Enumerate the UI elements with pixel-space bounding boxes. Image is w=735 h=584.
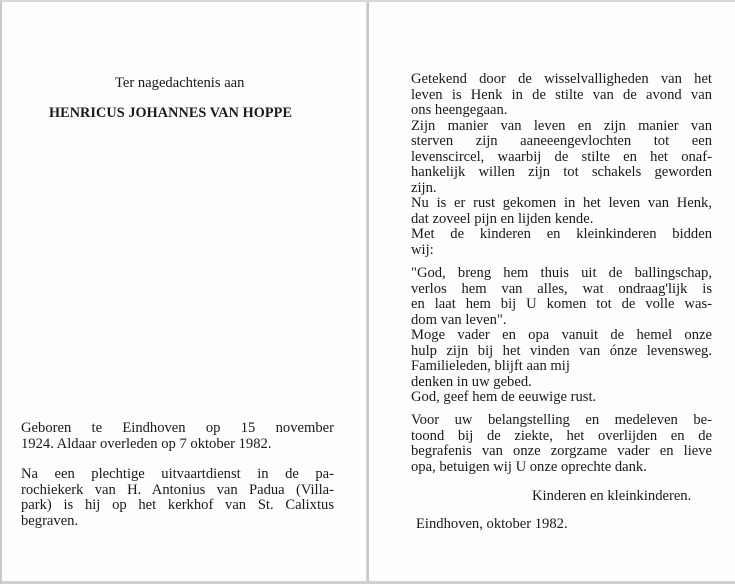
text-line: sterven zijn aaneeengevlochten tot een — [411, 133, 712, 149]
funeral-paragraph — [21, 467, 334, 529]
text-line: God, geef hem de eeuwige rust. — [411, 389, 597, 405]
text-line: 1924. Aldaar overleden op 7 oktober 1982. — [21, 435, 272, 452]
text-line: rochiekerk van H. Antonius van Padua (Villa- — [21, 481, 334, 498]
reflection-paragraph — [411, 72, 712, 258]
signature: Kinderen en kleinkinderen. — [532, 488, 692, 504]
text-line: hulp zijn bij het vinden van ónze levensweg. — [411, 342, 712, 359]
text-line: opa, betuigen wij U onze oprechte dank. — [411, 458, 647, 475]
left-page — [2, 2, 367, 584]
text-line: Zijn manier van leven en zijn manier van — [411, 117, 712, 134]
text-line: verlos hem van alles, wat ondraag'lijk is — [411, 280, 712, 297]
deceased-name: HENRICUS JOHANNES VAN HOPPE — [49, 105, 293, 121]
birth-death-paragraph — [21, 421, 334, 452]
thanks-paragraph — [411, 413, 712, 475]
text-line: Geboren te Eindhoven op 15 november — [21, 420, 334, 436]
text-line: ons heengegaan. — [411, 102, 508, 118]
prayer-paragraph — [411, 266, 712, 406]
text-line: park) is hij op het kerkhof van St. Calixtus — [21, 497, 334, 513]
text-line: Met de kinderen en kleinkinderen bidden — [411, 226, 712, 242]
text-line: begrafenis van onze zorgzame vader en lieve — [411, 443, 712, 459]
text-line: Moge vader en opa vanuit de hemel onze — [411, 327, 712, 343]
text-line: zijn. — [411, 179, 437, 196]
text-line: "God, breng hem thuis uit de ballingschap, — [411, 265, 712, 281]
text-line: Voor uw belangstelling en medeleven be- — [411, 412, 712, 428]
place-date: Eindhoven, oktober 1982. — [416, 516, 568, 532]
text-line: toond bij de ziekte, het overlijden en de — [411, 427, 712, 444]
card-heading: Ter nagedachtenis aan — [115, 75, 245, 91]
text-line: levenscircel, waarbij de stilte en het onaf- — [411, 148, 712, 165]
text-line: Nu is er rust gekomen in het leven van Henk, — [411, 195, 712, 211]
text-line: Getekend door de wisselvalligheden van het — [411, 71, 712, 87]
text-line: Na een plechtige uitvaartdienst in de pa- — [21, 466, 334, 482]
text-line: wij: — [411, 241, 434, 258]
text-line: denken in uw gebed. — [411, 373, 532, 390]
text-line: leven is Henk in de stilte van de avond van — [411, 86, 712, 103]
text-line: begraven. — [21, 512, 79, 529]
text-line: dom van leven". — [411, 311, 507, 328]
text-line: Familieleden, blijft aan mij — [411, 358, 570, 374]
text-line: hankelijk willen zijn tot schakels geworden — [411, 164, 712, 180]
text-line: en laat hem bij U komen tot de volle was- — [411, 296, 712, 312]
text-line: dat zoveel pijn en lijden kende. — [411, 210, 594, 227]
